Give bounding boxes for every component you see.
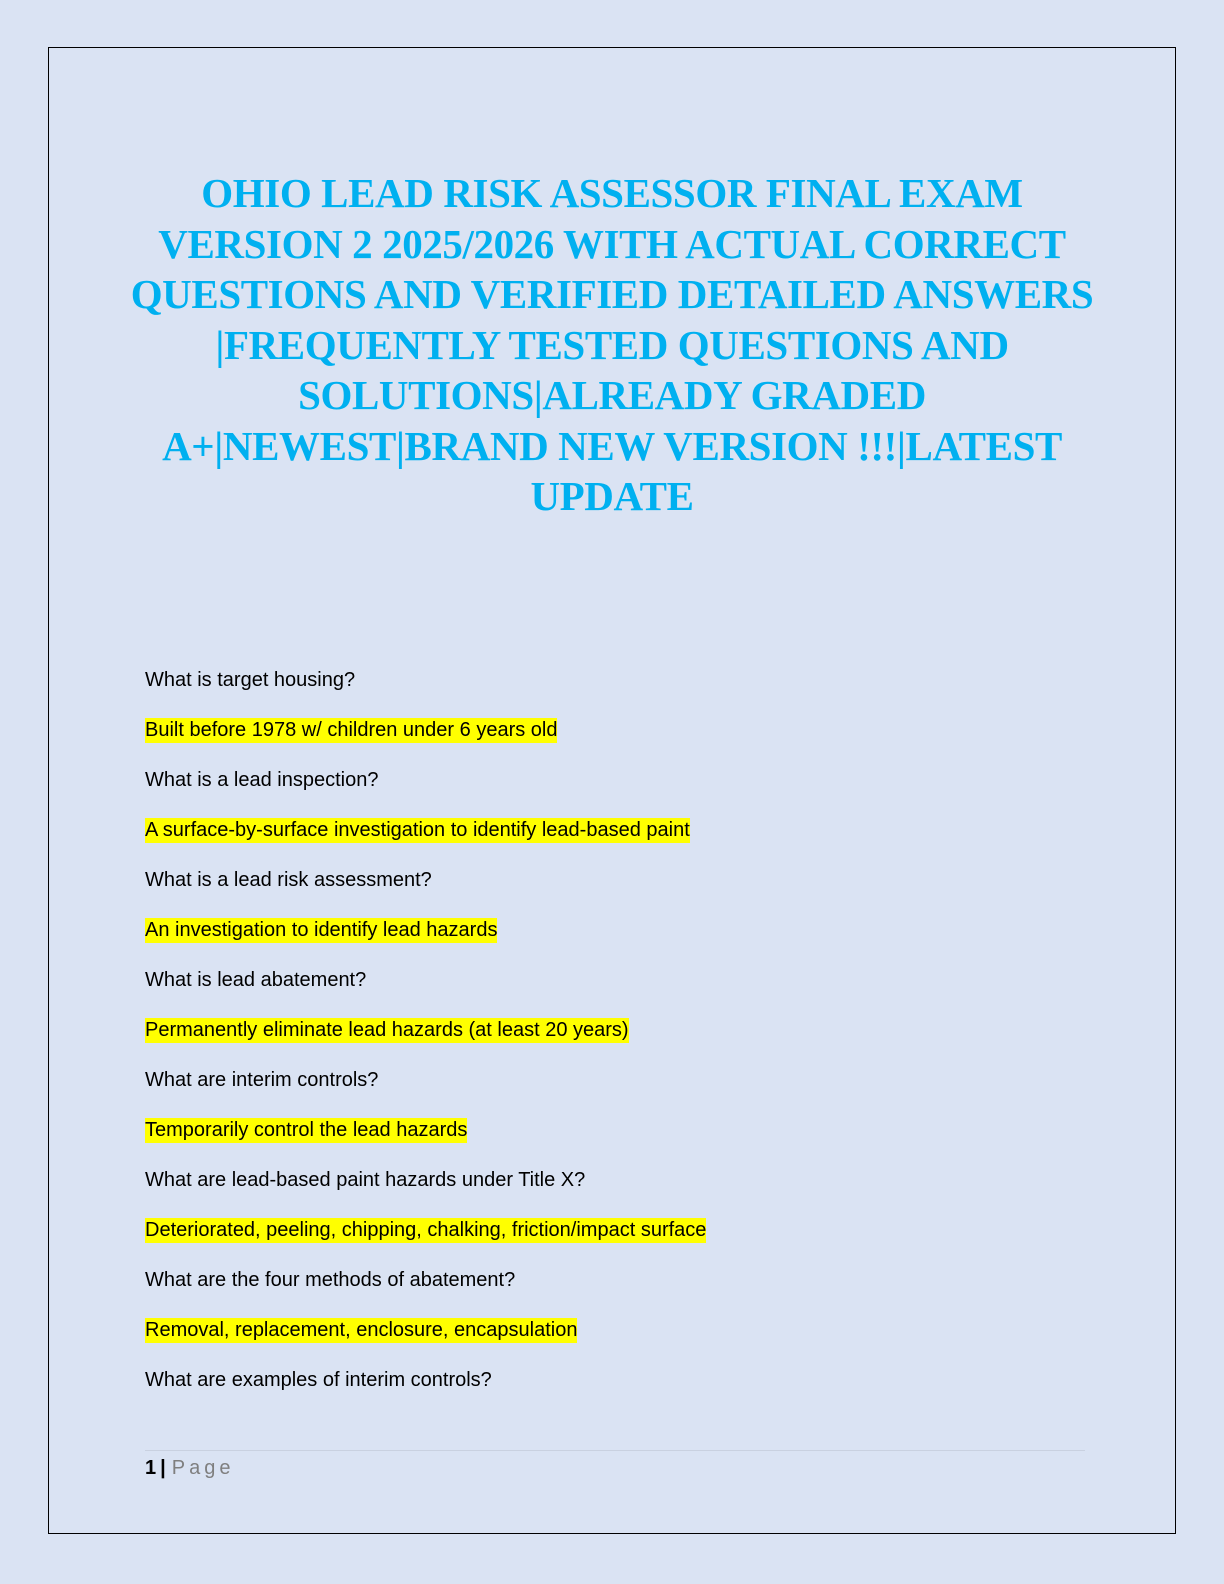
question-text: What are examples of interim controls? [145, 1369, 492, 1391]
footer-separator: | [160, 1457, 166, 1479]
question-text: What are the four methods of abatement? [145, 1269, 516, 1291]
answer-line [145, 918, 1085, 968]
answer-line [145, 1018, 1085, 1068]
answer-line [145, 1318, 1085, 1368]
page-label: Page [171, 1457, 235, 1479]
question-line [145, 1168, 1085, 1218]
page-footer [145, 1457, 234, 1480]
question-line [145, 668, 1085, 718]
question-text: What are interim controls? [145, 1069, 379, 1091]
question-text: What is target housing? [145, 669, 356, 691]
answer-text-highlighted: A surface-by-surface investigation to identify lead-based paint [145, 819, 690, 841]
answer-text-highlighted: Deteriorated, peeling, chipping, chalking, friction/impact surface [145, 1219, 707, 1241]
question-line [145, 968, 1085, 1018]
page-number: 1 [145, 1457, 157, 1479]
answer-text-highlighted: An investigation to identify lead hazards [145, 919, 498, 941]
question-text: What is lead abatement? [145, 969, 367, 991]
answer-text-highlighted: Built before 1978 w/ children under 6 years old [145, 719, 558, 741]
document-title: OHIO LEAD RISK ASSESSOR FINAL EXAM VERSION 2 2025/2026 WITH ACTUAL CORRECT QUESTIONS AND VERIFIED DETAILED ANSWERS |FREQUENTLY TESTED QUESTIONS AND SOLUTIONS|ALREADY GRADED A+|NEWEST|BRAND NEW VERSION !!!|LATEST UPDATE [130, 170, 1094, 519]
answer-text-highlighted: Permanently eliminate lead hazards (at least 20 years) [145, 1019, 629, 1041]
footer-divider [145, 1450, 1085, 1451]
question-line [145, 768, 1085, 818]
answer-line [145, 818, 1085, 868]
answer-line [145, 1118, 1085, 1168]
question-line [145, 1068, 1085, 1118]
answer-line [145, 718, 1085, 768]
answer-text-highlighted: Temporarily control the lead hazards [145, 1119, 468, 1141]
question-line [145, 1268, 1085, 1318]
question-line [145, 868, 1085, 918]
question-text: What is a lead inspection? [145, 769, 379, 791]
qa-list [145, 668, 1085, 1418]
question-line [145, 1368, 1085, 1418]
question-text: What are lead-based paint hazards under Title X? [145, 1169, 586, 1191]
question-text: What is a lead risk assessment? [145, 869, 432, 891]
answer-text-highlighted: Removal, replacement, enclosure, encapsulation [145, 1319, 578, 1341]
answer-line [145, 1218, 1085, 1268]
